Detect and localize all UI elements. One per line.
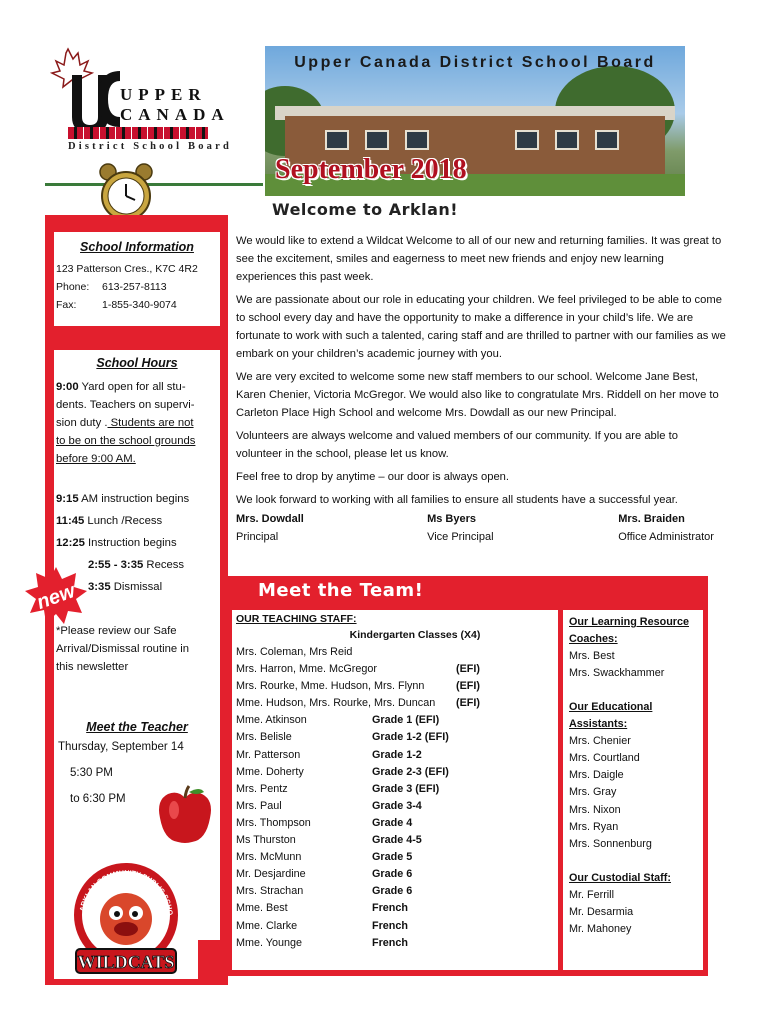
educational-assistant: Mrs. Courtland	[569, 752, 640, 765]
apple-icon	[156, 784, 214, 846]
fax-label: Fax:	[56, 299, 77, 311]
staff-row	[236, 712, 554, 729]
custodial-staff: Mr. Mahoney	[569, 923, 632, 936]
board-name-title: Upper Canada District School Board	[294, 54, 656, 71]
staff-row	[236, 883, 554, 900]
welcome-paragraph: Feel free to drop by anytime – our door is always open.	[236, 471, 509, 483]
signature: Ms Byers Vice Principal	[427, 513, 494, 543]
logo-word-canada: CANADA	[120, 105, 230, 124]
staff-grade: French	[372, 919, 408, 932]
staff-grade: Grade 4	[372, 816, 413, 829]
educational-assistant: Mrs. Gray	[569, 786, 617, 799]
schedule-item: 2:55 - 3:35 Recess	[88, 559, 185, 571]
educational-assistant: Mrs. Ryan	[569, 820, 619, 833]
staff-row	[236, 644, 554, 661]
welcome-paragraph: We look forward to working with all families to ensure all students have a successful year.	[236, 494, 678, 506]
staff-name: Mrs. Strachan	[236, 885, 304, 898]
hours-line: dents. Teachers on supervi-	[56, 399, 195, 411]
staff-name: Mme. Clarke	[236, 919, 298, 932]
newsletter-month-title: September 2018	[275, 154, 467, 185]
staff-grade: French	[372, 902, 408, 915]
school-info-box	[54, 232, 220, 326]
staff-name: Mrs. Thompson	[236, 816, 311, 829]
staff-name: Mrs. Pentz	[236, 782, 288, 795]
resource-heading: Our Learning Resource	[569, 616, 689, 628]
teaching-staff-heading: OUR TEACHING STAFF:	[236, 613, 357, 625]
staff-grade: Grade 6	[372, 885, 413, 898]
staff-name: Mrs. Harron, Mme. McGregor	[236, 663, 377, 676]
logo-pattern	[68, 127, 208, 139]
fax-value: 1-855-340-9074	[102, 299, 177, 311]
staff-row	[236, 935, 554, 952]
phone-label: Phone:	[56, 281, 90, 293]
staff-grade: Grade 1-2	[372, 748, 422, 761]
schedule-item: 3:35 Dismissal	[88, 581, 163, 593]
safe-arrival-note: *Please review our Safe Arrival/Dismissal routine in this newsletter	[56, 625, 190, 673]
hours-line: sion duty . Students are not	[56, 417, 194, 429]
school-hours-title: School Hours	[96, 356, 178, 370]
staff-row	[236, 678, 554, 695]
welcome-paragraph: We would like to extend a Wildcat Welcome to all of our new and returning families. It was great to see the excitement, smiles and eagerness to meet new friends and enjoy new learning experiences this past week.	[236, 235, 722, 283]
schedule-item: 9:15 AM instruction begins	[56, 493, 190, 505]
staff-row	[236, 849, 554, 866]
staff-grade: Grade 1 (EFI)	[372, 714, 440, 727]
staff-grade: Grade 2-3 (EFI)	[372, 765, 449, 778]
school-photo	[265, 46, 685, 196]
support-staff-box	[563, 610, 703, 970]
custodial-staff: Mr. Ferrill	[569, 888, 614, 901]
staff-name: Mr. Desjardine	[236, 868, 306, 881]
school-address: 123 Patterson Cres., K7C 4R2	[56, 263, 198, 275]
staff-row	[236, 900, 554, 917]
meet-teacher-start: 5:30 PM	[70, 767, 113, 779]
welcome-paragraph: We are passionate about our role in educating your children. We feel privileged to be able to come to school every day and have the opportunity to make a difference in your child’s life. We are fortunate to work with such a talented, caring staff and are thrilled to partner with our families as we embark on your children’s academic journey with you.	[236, 294, 726, 360]
staff-row	[236, 747, 554, 764]
kindergarten-heading: Kindergarten Classes (X4)	[349, 629, 481, 641]
signature: Mrs. Braiden Office Administrator	[618, 513, 714, 543]
meet-teacher-end: to 6:30 PM	[70, 793, 126, 805]
staff-row	[236, 781, 554, 798]
staff-name: Mrs. McMunn	[236, 851, 302, 864]
staff-grade: Grade 6	[372, 868, 413, 881]
staff-grade: Grade 3-4	[372, 799, 422, 812]
hours-line: to be on the school grounds	[56, 435, 196, 447]
staff-name: Mrs. Paul	[236, 799, 282, 812]
wildcats-mascot	[54, 853, 198, 979]
staff-grade: (EFI)	[456, 663, 480, 676]
educational-assistant: Mrs. Sonnenburg	[569, 837, 652, 850]
meet-teacher-title: Meet the Teacher	[86, 720, 188, 734]
staff-grade: (EFI)	[456, 680, 480, 693]
signature-row	[236, 510, 726, 546]
staff-name: Mrs. Belisle	[236, 731, 292, 744]
staff-row	[236, 918, 554, 935]
staff-row	[236, 729, 554, 746]
staff-name: Mme. Hudson, Mrs. Rourke, Mrs. Duncan	[236, 697, 436, 710]
staff-row	[236, 815, 554, 832]
staff-grade: (EFI)	[456, 697, 480, 710]
schedule-item: 12:25 Instruction begins	[56, 537, 177, 549]
meet-teacher-date: Thursday, September 14	[58, 741, 184, 753]
wildcats-logo-icon	[54, 853, 198, 979]
resource-coach: Mrs. Best	[569, 650, 615, 662]
staff-row	[236, 661, 554, 678]
resource-heading: Coaches:	[569, 633, 618, 645]
svg-text:ARKLAN COMMUNITY PUBLIC SCHOOL: ARKLAN COMMUNITY PUBLIC SCHO	[79, 869, 174, 916]
school-hours-box	[33, 350, 220, 940]
staff-name: Mr. Patterson	[236, 748, 301, 761]
staff-grade: Grade 1-2 (EFI)	[372, 731, 449, 744]
staff-row	[236, 695, 554, 712]
svg-text:new: new	[33, 580, 79, 614]
custodial-staff: Mr. Desarmia	[569, 905, 634, 918]
phone-value: 613-257-8113	[102, 281, 167, 293]
staff-name: Mme. Best	[236, 902, 288, 915]
logo-district-text: District School Board	[68, 141, 233, 152]
staff-name: Mrs. Coleman, Mrs Reid	[236, 646, 353, 658]
welcome-paragraph: We are very excited to welcome some new staff members to our school. Welcome Jane Best, Karen Chenier, Victoria McGregor. We would also like to congratulate Mrs. Riddell on her move to Carleton Place High School and welcome Mrs. Dowdall as our new Principal.	[236, 371, 719, 419]
staff-row	[236, 866, 554, 883]
staff-name: Mme. Younge	[236, 936, 303, 949]
hours-line: before 9:00 AM.	[56, 453, 136, 465]
staff-row	[236, 798, 554, 815]
teaching-staff-box	[232, 610, 558, 970]
logo-word-upper: UPPER	[120, 85, 207, 104]
school-info-title: School Information	[80, 240, 194, 254]
staff-name: Mrs. Rourke, Mme. Hudson, Mrs. Flynn	[236, 680, 425, 693]
resource-coach: Mrs. Swackhammer	[569, 667, 665, 680]
staff-grade: Grade 5	[372, 851, 413, 864]
educational-assistant: Mrs. Chenier	[569, 735, 631, 748]
school-fax	[54, 296, 220, 314]
new-starburst-badge	[24, 565, 88, 625]
staff-name: Mme. Doherty	[236, 765, 304, 778]
staff-row	[236, 832, 554, 849]
assistants-heading: Our Educational	[569, 701, 653, 714]
staff-grade: Grade 3 (EFI)	[372, 782, 440, 795]
staff-name: Ms Thurston	[236, 834, 296, 847]
school-phone	[54, 278, 220, 296]
educational-assistant: Mrs. Daigle	[569, 769, 624, 782]
staff-row	[236, 764, 554, 781]
signature: Mrs. Dowdall Principal	[236, 513, 304, 543]
hours-line: 9:00 Yard open for all stu-	[56, 381, 186, 393]
meet-the-team-heading: Meet the Team!	[258, 580, 424, 601]
welcome-letter	[236, 232, 726, 546]
staff-grade: Grade 4-5	[372, 834, 422, 847]
staff-grade: French	[372, 936, 408, 949]
assistants-heading: Assistants:	[569, 718, 628, 731]
welcome-heading: Welcome to Arklan!	[272, 200, 459, 219]
staff-name: Mme. Atkinson	[236, 714, 307, 727]
educational-assistant: Mrs. Nixon	[569, 803, 621, 816]
schedule-item: 11:45 Lunch /Recess	[56, 515, 163, 527]
svg-text:WILDCATS: WILDCATS	[77, 952, 175, 972]
welcome-paragraph: Volunteers are always welcome and valued members of our community. If you are able to volunteer in the school, please let us know.	[236, 430, 678, 460]
custodial-heading: Our Custodial Staff:	[569, 871, 671, 884]
